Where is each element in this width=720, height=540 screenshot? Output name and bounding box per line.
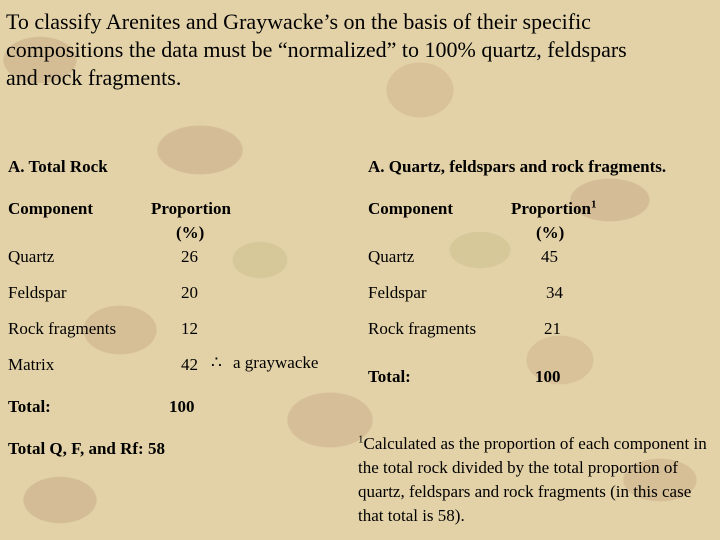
left-total-value: 100 <box>169 397 195 416</box>
footnote-marker: 1 <box>358 433 364 446</box>
total-qfr-label: Total Q, F, and Rf: 58 <box>8 439 165 458</box>
intro-line-1: To classify Arenites and Graywacke’s on the basis of their specific <box>6 9 591 34</box>
left-row-feldspar-value: 20 <box>181 283 198 302</box>
left-row-quartz-value: 26 <box>181 247 198 266</box>
left-component-header: Component <box>8 199 94 218</box>
intro-line-3: and rock fragments. <box>6 65 182 90</box>
right-row-rock-fragments-value: 21 <box>544 319 561 338</box>
right-total-label: Total: <box>368 367 411 386</box>
left-proportion-unit: (%) <box>176 223 205 242</box>
left-total-label: Total: <box>8 397 51 416</box>
right-row-rock-fragments-label: Rock fragments <box>368 319 477 338</box>
right-row-quartz-label: Quartz <box>368 247 415 266</box>
right-total-value: 100 <box>535 367 561 386</box>
total-rock-title: A. Total Rock <box>8 157 108 176</box>
right-proportion-unit: (%) <box>536 223 565 242</box>
intro-line-2: compositions the data must be “normalized” to 100% quartz, feldspars <box>6 37 627 62</box>
right-proportion-header: Proportion$^1$ <box>511 198 597 218</box>
left-row-quartz-label: Quartz <box>8 247 55 266</box>
therefore-symbol: ∴ <box>211 353 222 372</box>
left-row-matrix-value: 42 <box>181 355 198 374</box>
footnote <box>358 432 720 528</box>
right-row-feldspar-value: 34 <box>546 283 563 302</box>
right-row-feldspar-label: Feldspar <box>368 283 427 302</box>
left-row-rock-fragments-value: 12 <box>181 319 198 338</box>
graywacke-conclusion: a graywacke <box>233 353 319 372</box>
right-row-quartz-value: 45 <box>541 247 558 266</box>
right-component-header: Component <box>368 199 454 218</box>
left-row-matrix-label: Matrix <box>8 355 55 374</box>
left-row-rock-fragments-label: Rock fragments <box>8 319 117 338</box>
footnote-marker-ref: 1 <box>590 198 597 211</box>
left-proportion-header: Proportion <box>151 199 231 218</box>
normalized-title: A. Quartz, feldspars and rock fragments. <box>368 157 667 176</box>
left-row-feldspar-label: Feldspar <box>8 283 67 302</box>
footnote-text: Calculated as the proportion of each component in the total rock divided by the total proportion of quartz, feldspars and rock fragments (in this case that total is 58). <box>358 434 707 525</box>
